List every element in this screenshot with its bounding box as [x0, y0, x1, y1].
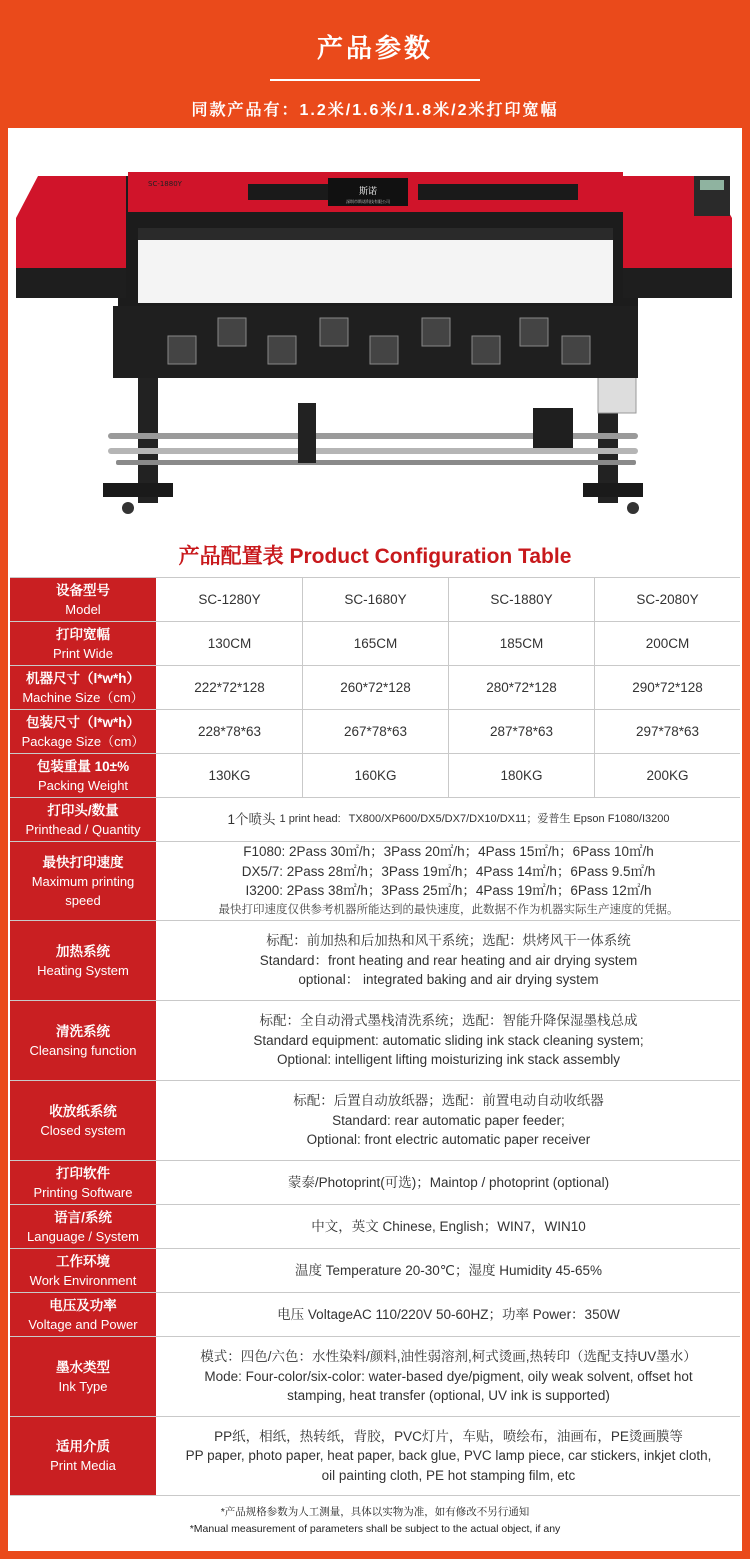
row-max-speed — [10, 841, 740, 920]
row-cleansing — [10, 1000, 740, 1080]
row-label-en: Language / System — [26, 1228, 140, 1244]
row-label-cn: 电压及功率 — [49, 1297, 117, 1313]
row-label-cn: 打印软件 — [56, 1165, 110, 1181]
row-label-cn: 工作环境 — [56, 1253, 110, 1269]
table-cell: 260*72*128 — [302, 666, 448, 709]
text-line: Optional: intelligent lifting moisturizing ink stack assembly — [277, 1052, 620, 1068]
table-cell: 130CM — [207, 636, 252, 651]
row-environment — [10, 1248, 740, 1292]
row-label-en: Voltage and Power — [28, 1316, 138, 1332]
title-underline — [270, 79, 480, 81]
row-label-en: Cleansing function — [29, 1042, 137, 1058]
speed-line: I3200: 2Pass 38㎡/h；3Pass 25㎡/h；4Pass 19㎡/h；6Pass 12㎡/h — [245, 883, 652, 898]
row-label-en: Closed system — [40, 1122, 126, 1138]
config-table-panel — [8, 528, 742, 1551]
table-cell: SC-1280Y — [198, 592, 261, 607]
table-title: 产品配置表 Product Configuration Table — [178, 545, 572, 568]
row-voltage — [10, 1292, 740, 1336]
text-line: Standard：front heating and rear heating and air drying system — [259, 952, 638, 968]
printhead-models: TX800/XP600/DX5/DX7/DX10/DX11；爱普生 Epson F1080/I3200 — [348, 812, 670, 825]
footnote — [8, 1504, 742, 1538]
row-label-en: Printhead / Quantity — [25, 821, 141, 837]
row-label-en: Packing Weight — [37, 777, 129, 793]
row-label-en: Package Size（cm） — [21, 733, 145, 749]
table-cell: 200CM — [594, 622, 740, 665]
row-label-en: Model — [65, 601, 101, 617]
table-cell: 287*78*63 — [448, 710, 594, 753]
row-label-cn: 适用介质 — [56, 1439, 110, 1454]
row-label-en: Work Environment — [29, 1272, 137, 1288]
row-label-en: Print Media — [50, 1458, 116, 1473]
row-label-en: Printing Software — [33, 1184, 133, 1200]
row-label-cn: 最快打印速度 — [42, 854, 124, 870]
speed-note: 最快打印速度仅供参考机器所能达到的最快速度，此数据不作为机器实际生产速度的凭据。 — [218, 903, 679, 916]
text-line: 标配：全自动滑式墨栈清洗系统；选配：智能升降保湿墨栈总成 — [259, 1013, 638, 1029]
printhead-small: 1 print head: — [279, 812, 341, 825]
row-label-en: Print Wide — [53, 645, 113, 661]
footnote-en: *Manual measurement of parameters shall be subject to the actual object, if any — [189, 1523, 561, 1535]
config-table — [10, 577, 740, 1496]
row-language — [10, 1204, 740, 1248]
printer-logo: 斯诺 — [358, 187, 378, 197]
row-label-cn: 设备型号 — [56, 582, 110, 598]
row-label-en: Maximum printing speed — [31, 873, 135, 908]
row-label-cn: 收放纸系统 — [49, 1103, 117, 1119]
text-line: Standard: rear automatic paper feeder; — [332, 1112, 565, 1128]
table-cell: 185CM — [448, 622, 594, 665]
table-cell: 280*72*128 — [448, 666, 594, 709]
row-model — [10, 577, 740, 621]
printer-badge: SC-1880Y — [148, 180, 182, 188]
table-cell: SC-1680Y — [302, 578, 448, 621]
table-cell: SC-2080Y — [594, 578, 740, 621]
page-subtitle: 同款产品有：1.2米/1.6米/1.8米/2米打印宽幅 — [191, 102, 559, 119]
text-line: Standard equipment: automatic sliding ink stack cleaning system; — [253, 1032, 644, 1048]
row-label-cn: 加热系统 — [56, 943, 110, 959]
footnote-cn: *产品规格参数为人工测量，具体以实物为准，如有修改不另行通知 — [220, 1506, 530, 1518]
table-cell: 200KG — [594, 754, 740, 797]
table-cell: 267*78*63 — [302, 710, 448, 753]
printhead-main: 1个喷头 — [227, 811, 276, 827]
table-cell: 228*78*63 — [197, 724, 262, 739]
page-header — [0, 0, 750, 128]
row-print-wide — [10, 621, 740, 665]
table-cell: 297*78*63 — [594, 710, 740, 753]
text-line: oil painting cloth, PE hot stamping film, etc — [321, 1467, 576, 1483]
table-cell: 180KG — [448, 754, 594, 797]
printer-illustration — [8, 128, 742, 528]
text-line: Optional: front electric automatic paper receiver — [306, 1132, 591, 1148]
page-title: 产品参数 — [316, 33, 433, 63]
table-cell: 290*72*128 — [594, 666, 740, 709]
language-value: 中文，英文 Chinese, English；WIN7，WIN10 — [311, 1218, 586, 1234]
speed-line: F1080: 2Pass 30㎡/h；3Pass 20㎡/h；4Pass 15㎡/h；6Pass 10㎡/h — [243, 844, 654, 859]
row-label-en: Ink Type — [58, 1378, 108, 1394]
row-software — [10, 1160, 740, 1204]
text-line: 标配：后置自动放纸器；选配：前置电动自动收纸器 — [293, 1093, 604, 1109]
row-label-cn: 机器尺寸（l*w*h） — [25, 670, 140, 686]
table-cell: SC-1880Y — [448, 578, 594, 621]
speed-line: DX5/7: 2Pass 28㎡/h；3Pass 19㎡/h；4Pass 14㎡/h；6Pass 9.5㎡/h — [241, 863, 656, 879]
row-label-cn: 打印头/数量 — [47, 802, 119, 818]
printer-photo — [8, 128, 742, 528]
row-package-size — [10, 709, 740, 753]
table-cell: 222*72*128 — [194, 680, 265, 695]
software-value: 蒙泰/Photoprint(可选)；Maintop / photoprint (optional) — [287, 1174, 610, 1190]
text-line: stamping, heat transfer (optional, UV ink is supported) — [287, 1388, 610, 1404]
text-line: 模式：四色/六色：水性染料/颜料,油性弱溶剂,柯式烫画,热转印（选配支持UV墨水） — [200, 1349, 697, 1365]
row-label-cn: 语言/系统 — [54, 1209, 112, 1225]
row-label-cn: 打印宽幅 — [56, 626, 110, 642]
table-cell: 160KG — [302, 754, 448, 797]
text-line: Mode: Four-color/six-color: water-based dye/pigment, oily weak solvent, offset hot — [204, 1368, 693, 1384]
text-line: optional： integrated baking and air drying system — [298, 972, 599, 988]
row-label-cn: 包装重量 10±% — [36, 758, 130, 774]
printer-logo-sub: 深圳市斯诺科技有限公司 — [346, 199, 390, 204]
table-cell: 130KG — [208, 768, 251, 783]
table-cell: 165CM — [302, 622, 448, 665]
row-closed-system — [10, 1080, 740, 1160]
row-machine-size — [10, 665, 740, 709]
row-label-cn: 包装尺寸（l*w*h） — [25, 714, 140, 730]
environment-value: 温度 Temperature 20-30℃；湿度 Humidity 45-65% — [294, 1262, 603, 1278]
row-heating — [10, 920, 740, 1000]
row-printhead — [10, 797, 740, 841]
row-label-en: Machine Size（cm） — [22, 689, 144, 705]
row-print-media — [10, 1416, 740, 1496]
row-label-cn: 墨水类型 — [56, 1359, 110, 1375]
row-label-cn: 清洗系统 — [56, 1023, 110, 1039]
text-line: PP paper, photo paper, heat paper, back glue, PVC lamp piece, car stickers, inkjet cloth, — [185, 1448, 712, 1464]
row-label-en: Heating System — [37, 962, 129, 978]
voltage-value: 电压 VoltageAC 110/220V 50-60HZ；功率 Power：350W — [277, 1306, 620, 1322]
text-line: PP纸，相纸，热转纸，背胶，PVC灯片，车贴，喷绘布，油画布，PE烫画膜等 — [214, 1428, 683, 1444]
row-packing-weight — [10, 753, 740, 797]
text-line: 标配：前加热和后加热和风干系统；选配：烘烤风干一体系统 — [266, 933, 631, 949]
row-ink-type — [10, 1336, 740, 1416]
